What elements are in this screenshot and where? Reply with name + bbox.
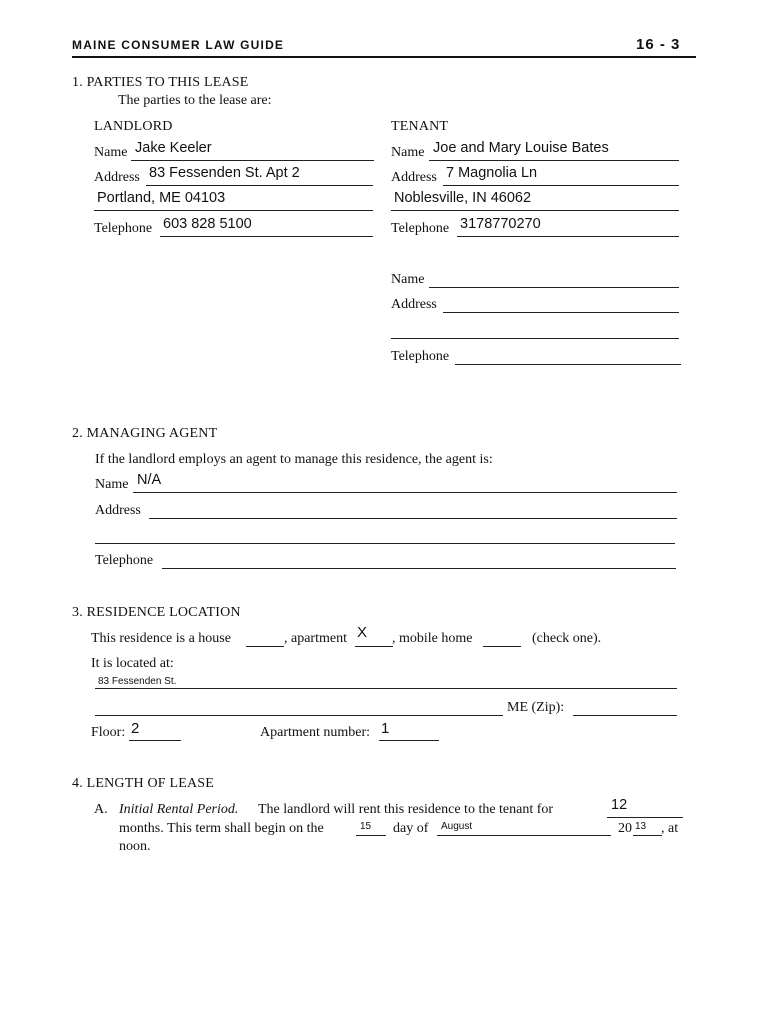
tenant-address-field[interactable]: 7 Magnolia Ln (446, 165, 538, 181)
tenant-name-label: Name (391, 145, 425, 160)
floor-field[interactable]: 2 (131, 720, 140, 737)
landlord-name-line (131, 160, 374, 161)
landlord-name-label: Name (94, 145, 128, 160)
city-line[interactable] (95, 715, 503, 716)
apartment-check-mark[interactable]: X (357, 624, 368, 641)
located-at-label: It is located at: (91, 656, 174, 671)
residence-mobile-home-text: , mobile home (392, 631, 473, 646)
tenant2-address-label: Address (391, 297, 437, 312)
day-field[interactable]: 15 (360, 821, 372, 832)
landlord-address-line-2 (94, 210, 373, 211)
agent-telephone-line[interactable] (162, 568, 676, 569)
me-zip-label: ME (Zip): (507, 700, 565, 715)
month-line (437, 835, 611, 836)
at-text: , at (661, 821, 679, 836)
tenant2-address-line[interactable] (443, 312, 679, 313)
tenant-telephone-field[interactable]: 3178770270 (460, 216, 541, 232)
apartment-check-line (355, 646, 393, 647)
tenant-telephone-label: Telephone (391, 221, 450, 236)
apartment-number-field[interactable]: 1 (381, 720, 390, 737)
rental-period-text: The landlord will rent this residence to the tenant for (258, 802, 554, 817)
agent-name-field[interactable]: N/A (137, 472, 162, 488)
mobile-home-check-line[interactable] (483, 646, 521, 647)
landlord-name-field[interactable]: Jake Keeler (135, 140, 212, 156)
agent-address-label: Address (95, 503, 141, 518)
agent-name-line (133, 492, 677, 493)
agent-address-line-2[interactable] (95, 543, 675, 544)
page-number: 16 - 3 (636, 36, 681, 53)
tenant-address-line-2 (391, 210, 679, 211)
year-field[interactable]: 13 (635, 821, 647, 832)
year-line (633, 835, 662, 836)
agent-telephone-label: Telephone (95, 553, 154, 568)
tenant-address-field-2[interactable]: Noblesville, IN 46062 (394, 190, 532, 206)
noon-text: noon. (119, 839, 151, 854)
section-4-heading: 4. LENGTH OF LEASE (72, 776, 215, 791)
tenant-label: TENANT (391, 119, 449, 134)
street-address-field[interactable]: 83 Fessenden St. (98, 676, 177, 687)
tenant2-name-label: Name (391, 272, 425, 287)
floor-label: Floor: (91, 725, 126, 740)
tenant-address-line (443, 185, 679, 186)
agent-name-label: Name (95, 477, 129, 492)
tenant-address-label: Address (391, 170, 437, 185)
running-header-title: MAINE CONSUMER LAW GUIDE (72, 38, 285, 52)
months-field[interactable]: 12 (611, 797, 628, 813)
initial-rental-period-title: Initial Rental Period. (119, 802, 239, 817)
tenant-name-line (429, 160, 679, 161)
apartment-number-line (379, 740, 439, 741)
agent-address-line[interactable] (149, 518, 677, 519)
house-check-line[interactable] (246, 646, 284, 647)
landlord-label: LANDLORD (94, 119, 173, 134)
section-2-intro: If the landlord employs an agent to manage this residence, the agent is: (95, 452, 493, 467)
month-field[interactable]: August (441, 821, 473, 832)
section-3-heading: 3. RESIDENCE LOCATION (72, 605, 241, 620)
months-line (607, 817, 683, 818)
landlord-address-label: Address (94, 170, 140, 185)
zip-line[interactable] (573, 715, 677, 716)
landlord-address-field[interactable]: 83 Fessenden St. Apt 2 (149, 165, 300, 181)
residence-house-text: This residence is a house (91, 631, 231, 646)
apartment-number-label: Apartment number: (260, 725, 371, 740)
term-begin-text: months. This term shall begin on the (119, 821, 324, 836)
landlord-telephone-line (160, 236, 373, 237)
tenant-telephone-line (457, 236, 679, 237)
section-2-heading: 2. MANAGING AGENT (72, 426, 218, 441)
section-1-intro: The parties to the lease are: (118, 93, 272, 108)
street-line (95, 688, 677, 689)
check-one-text: (check one). (532, 631, 602, 646)
year-prefix: 20 (618, 821, 632, 836)
tenant2-telephone-line[interactable] (455, 364, 681, 365)
landlord-address-field-2[interactable]: Portland, ME 04103 (97, 190, 226, 206)
tenant2-name-line[interactable] (429, 287, 679, 288)
tenant2-address-line-2[interactable] (391, 338, 679, 339)
residence-apartment-text: , apartment (284, 631, 347, 646)
landlord-address-line (146, 185, 373, 186)
header-rule (72, 56, 696, 58)
landlord-telephone-label: Telephone (94, 221, 153, 236)
section-1-heading: 1. PARTIES TO THIS LEASE (72, 75, 249, 90)
landlord-telephone-field[interactable]: 603 828 5100 (163, 216, 252, 232)
floor-line (129, 740, 181, 741)
day-line (356, 835, 386, 836)
tenant2-telephone-label: Telephone (391, 349, 450, 364)
tenant-name-field[interactable]: Joe and Mary Louise Bates (433, 140, 609, 156)
item-a-label: A. (94, 802, 108, 817)
day-of-text: day of (393, 821, 429, 836)
